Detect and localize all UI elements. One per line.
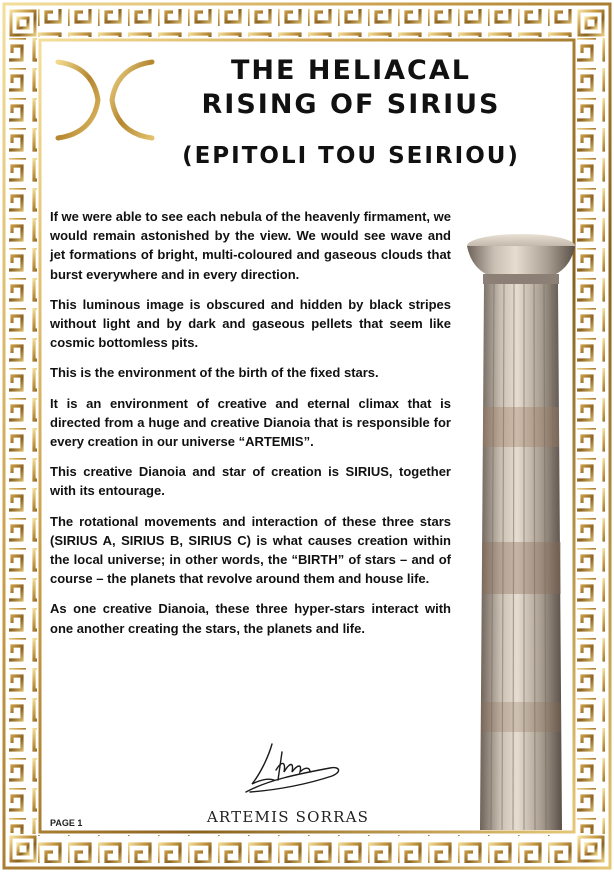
paragraph: If we were able to see each nebula of the heavenly firmament, we would remain astonished by the view. We would see wave and jet formations of bright, multi-coloured and gaseous clouds that burst everywhere and in every direction. (50, 209, 451, 282)
body-text (50, 207, 451, 649)
paragraph: The rotational movements and interaction of these three stars (SIRIUS A, SIRIUS B, SIRIUS C) is what causes creation within the local universe; in other words, the “BIRTH” of stars – and of course – the planets that revolve around them and house life. (50, 513, 451, 587)
paragraph: It is an environment of creative and eternal climax that is directed from a huge and creative Dianoia that is responsible for every creation in our universe “ARTEMIS”. (50, 395, 451, 450)
sirius-emblem-icon (54, 56, 156, 142)
handwritten-signature (238, 740, 350, 800)
paragraph: This creative Dianoia and star of creation is SIRIUS, together with its entourage. (50, 464, 451, 499)
title-line-1: THE HELIACAL (231, 55, 471, 86)
page-title (186, 54, 516, 122)
page-subtitle: (EPITOLI TOU SEIRIOU) (182, 143, 520, 169)
paragraph: This is the environment of the birth of the fixed stars. (50, 365, 379, 381)
doric-column-image (466, 232, 576, 832)
page-number: PAGE 1 (50, 818, 83, 828)
paragraph: This luminous image is obscured and hidden by black stripes without light and by dark and gaseous pellets that seem like cosmic bottomless pits. (50, 296, 451, 351)
author-name: ARTEMIS SORRAS (206, 808, 370, 826)
title-line-2: RISING OF SIRIUS (201, 89, 501, 120)
paragraph: As one creative Dianoia, these three hyper-stars interact with one another creating the stars, the planets and life. (50, 601, 451, 636)
